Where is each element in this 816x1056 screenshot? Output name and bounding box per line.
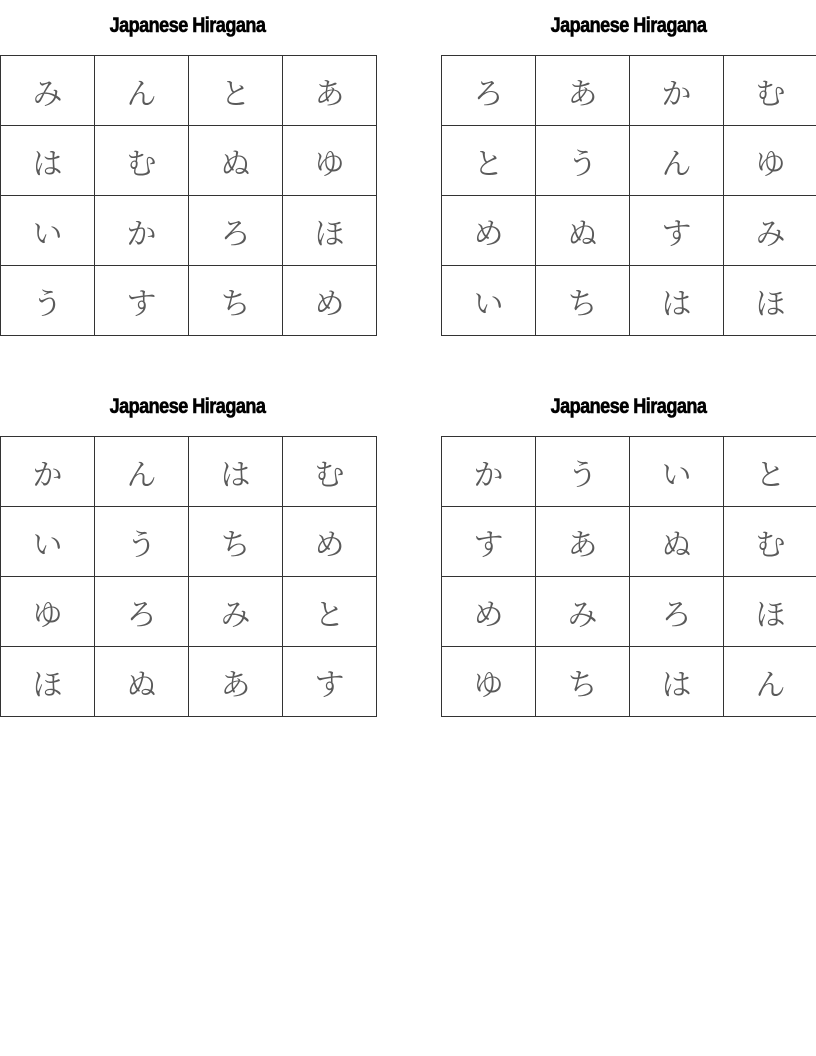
grid-cell: は bbox=[630, 266, 724, 336]
grid-cell: は bbox=[630, 647, 724, 717]
grid-cell: み bbox=[724, 196, 816, 266]
grid-cell: か bbox=[1, 437, 95, 507]
grid-cell: む bbox=[724, 507, 816, 577]
grid-cell: う bbox=[536, 437, 630, 507]
grid-cell: む bbox=[283, 437, 377, 507]
hiragana-grid bbox=[0, 436, 377, 717]
grid-row bbox=[442, 507, 816, 577]
grid-row bbox=[442, 266, 816, 336]
hiragana-grid bbox=[441, 436, 816, 717]
grid-cell: す bbox=[95, 266, 189, 336]
card-title: Japanese Hiragana bbox=[550, 395, 707, 418]
grid-row bbox=[1, 126, 377, 196]
grid-cell: ぬ bbox=[189, 126, 283, 196]
grid-cell: と bbox=[189, 56, 283, 126]
grid-cell: と bbox=[283, 577, 377, 647]
grid-cell: う bbox=[1, 266, 95, 336]
grid-row bbox=[1, 507, 377, 577]
grid-cell: ん bbox=[630, 126, 724, 196]
grid-cell: ほ bbox=[724, 266, 816, 336]
grid-row bbox=[1, 196, 377, 266]
grid-cell: あ bbox=[283, 56, 377, 126]
grid-cell: す bbox=[283, 647, 377, 717]
grid-cell: ろ bbox=[95, 577, 189, 647]
grid-cell: ろ bbox=[189, 196, 283, 266]
grid-cell: め bbox=[283, 507, 377, 577]
grid-row bbox=[1, 266, 377, 336]
grid-row bbox=[442, 126, 816, 196]
grid-cell: ん bbox=[95, 56, 189, 126]
grid-row bbox=[442, 437, 816, 507]
grid-cell: う bbox=[95, 507, 189, 577]
grid-row bbox=[442, 196, 816, 266]
grid-cell: す bbox=[442, 507, 536, 577]
hiragana-grid bbox=[441, 55, 816, 336]
grid-cell: は bbox=[189, 437, 283, 507]
grid-cell: め bbox=[442, 196, 536, 266]
grid-cell: あ bbox=[536, 507, 630, 577]
grid-cell: か bbox=[630, 56, 724, 126]
grid-cell: ん bbox=[95, 437, 189, 507]
grid-row bbox=[442, 56, 816, 126]
grid-cell: ほ bbox=[283, 196, 377, 266]
grid-cell: ぬ bbox=[630, 507, 724, 577]
grid-cell: ほ bbox=[724, 577, 816, 647]
grid-cell: は bbox=[1, 126, 95, 196]
grid-cell: い bbox=[1, 196, 95, 266]
grid-row bbox=[1, 437, 377, 507]
grid-cell: ゆ bbox=[1, 577, 95, 647]
grid-cell: い bbox=[630, 437, 724, 507]
grid-cell: ん bbox=[724, 647, 816, 717]
grid-cell: と bbox=[442, 126, 536, 196]
grid-cell: む bbox=[724, 56, 816, 126]
grid-row bbox=[1, 647, 377, 717]
grid-cell: む bbox=[95, 126, 189, 196]
grid-cell: み bbox=[1, 56, 95, 126]
grid-cell: ろ bbox=[442, 56, 536, 126]
grid-cell: あ bbox=[536, 56, 630, 126]
grid-cell: い bbox=[1, 507, 95, 577]
grid-cell: み bbox=[189, 577, 283, 647]
grid-cell: ぬ bbox=[536, 196, 630, 266]
card-title: Japanese Hiragana bbox=[550, 14, 707, 37]
grid-cell: ち bbox=[189, 507, 283, 577]
grid-cell: ろ bbox=[630, 577, 724, 647]
grid-cell: か bbox=[95, 196, 189, 266]
grid-row bbox=[442, 647, 816, 717]
grid-row bbox=[442, 577, 816, 647]
grid-cell: ゆ bbox=[283, 126, 377, 196]
grid-cell: ち bbox=[536, 647, 630, 717]
card-title: Japanese Hiragana bbox=[109, 395, 266, 418]
grid-cell: ゆ bbox=[442, 647, 536, 717]
grid-cell: ち bbox=[189, 266, 283, 336]
grid-cell: ち bbox=[536, 266, 630, 336]
grid-cell: ほ bbox=[1, 647, 95, 717]
grid-cell: す bbox=[630, 196, 724, 266]
grid-cell: う bbox=[536, 126, 630, 196]
grid-row bbox=[1, 577, 377, 647]
hiragana-grid bbox=[0, 55, 377, 336]
card-title: Japanese Hiragana bbox=[109, 14, 266, 37]
grid-cell: か bbox=[442, 437, 536, 507]
grid-cell: い bbox=[442, 266, 536, 336]
grid-cell: ぬ bbox=[95, 647, 189, 717]
grid-cell: あ bbox=[189, 647, 283, 717]
grid-cell: ゆ bbox=[724, 126, 816, 196]
grid-cell: と bbox=[724, 437, 816, 507]
grid-cell: み bbox=[536, 577, 630, 647]
grid-cell: め bbox=[442, 577, 536, 647]
grid-cell: め bbox=[283, 266, 377, 336]
grid-row bbox=[1, 56, 377, 126]
